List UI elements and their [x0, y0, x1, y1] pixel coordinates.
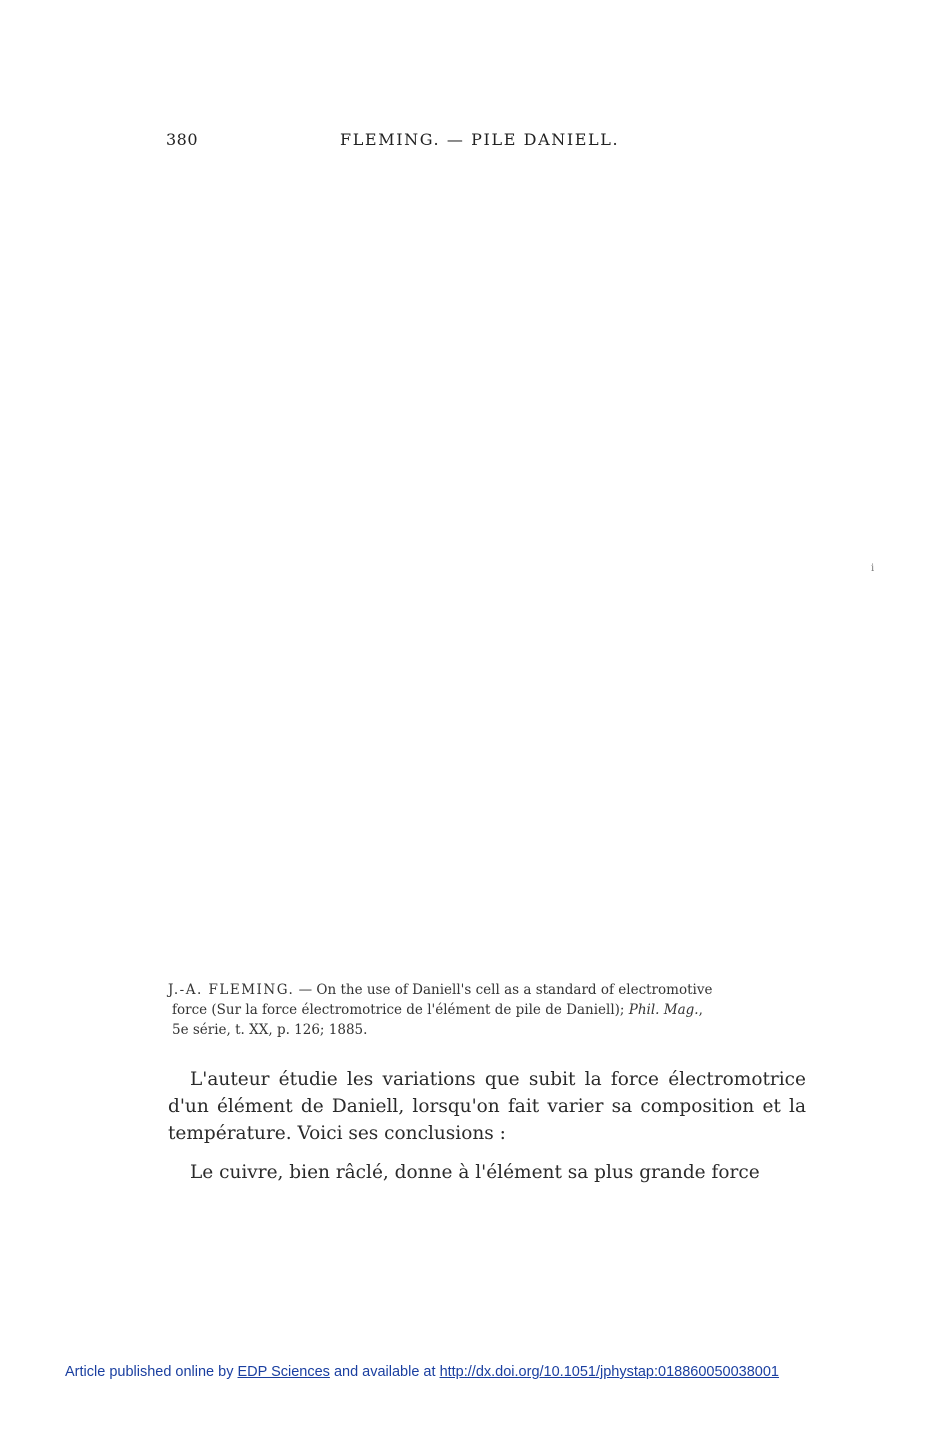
footer-prefix: Article published online by: [65, 1364, 238, 1380]
running-title: FLEMING. — PILE DANIELL.: [340, 130, 620, 149]
stray-mark: i: [871, 563, 875, 574]
footer-middle: and available at: [329, 1364, 440, 1380]
doi-link[interactable]: http://dx.doi.org/10.1051/jphystap:018860050038001: [439, 1364, 779, 1380]
citation-title-start: — On the use of Daniell's cell as a standard of electromotive: [294, 982, 713, 998]
page-number: 380: [166, 130, 199, 149]
citation: [168, 980, 808, 1040]
body-paragraph: L'auteur étudie les variations que subit la force électromotrice d'un élément de Daniell, lorsqu'on fait varier sa composition et la température. Voici ses conclusions :: [168, 1069, 806, 1144]
citation-line-2: [168, 1000, 808, 1020]
publication-footer: [65, 1364, 779, 1380]
publisher-link[interactable]: EDP Sciences: [237, 1364, 330, 1380]
body-paragraph: Le cuivre, bien râclé, donne à l'élément sa plus grande force: [190, 1162, 760, 1183]
citation-author: J.-A. FLEMING.: [168, 982, 295, 998]
citation-title-end: force (Sur la force électromotrice de l'élément de pile de Daniell);: [172, 1002, 629, 1018]
citation-line-1: [168, 980, 808, 1000]
citation-journal: Phil. Mag.: [628, 1002, 699, 1018]
citation-line-3: 5e série, t. XX, p. 126; 1885.: [172, 1022, 368, 1038]
citation-journal-punct: ,: [698, 1002, 703, 1018]
